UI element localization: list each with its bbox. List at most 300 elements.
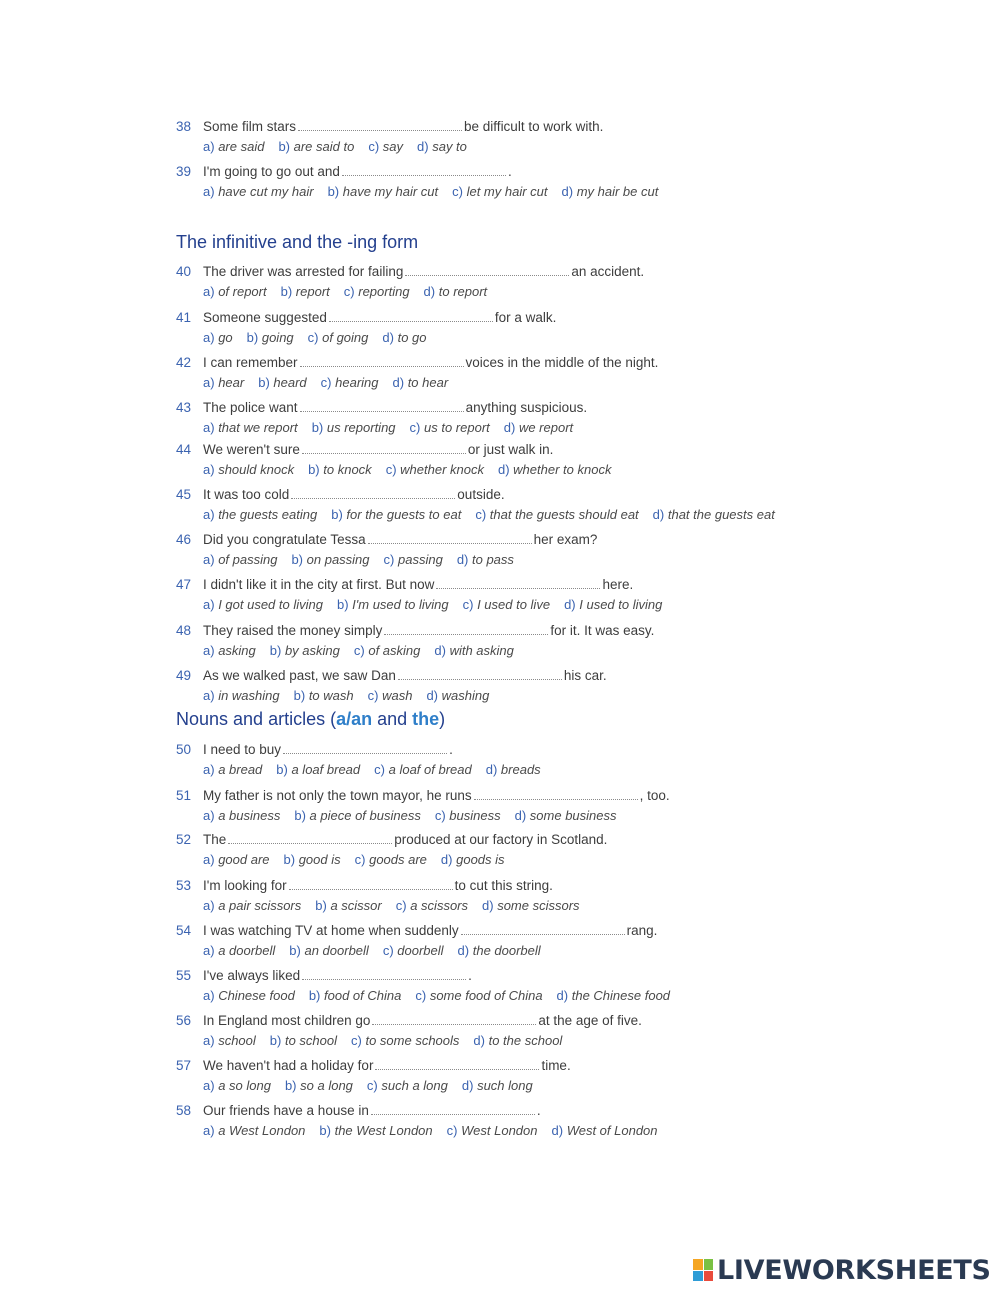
option-text: passing [398,552,443,567]
answer-option[interactable] [355,851,427,869]
option-letter: d) [482,898,494,913]
answer-blank[interactable] [302,967,466,980]
answer-option[interactable] [344,283,410,301]
question-stem [176,1057,816,1075]
option-letter: c) [351,1033,362,1048]
option-letter: a) [203,420,215,435]
answer-option[interactable] [498,461,611,479]
question-text-before: We weren't sure [203,442,300,457]
option-letter: d) [434,643,446,658]
answer-option[interactable] [203,761,262,779]
question-stem [176,1012,816,1030]
option-text: whether to knock [513,462,612,477]
answer-option[interactable] [337,596,449,614]
option-text: the West London [334,1123,433,1138]
question-42 [176,354,816,392]
answer-option[interactable] [321,374,379,392]
question-text-after: , too. [639,788,670,803]
question-stem [176,922,816,940]
answer-blank[interactable] [289,877,453,890]
answer-option[interactable] [482,897,580,915]
option-letter: c) [374,762,385,777]
question-text-before: They raised the money simply [203,623,383,638]
answer-option[interactable] [294,687,354,705]
option-letter: a) [203,943,215,958]
option-text: with asking [449,643,514,658]
question-stem [176,622,816,640]
answer-option[interactable] [457,551,514,569]
answer-option[interactable] [367,1077,448,1095]
answer-option[interactable] [285,1077,353,1095]
question-48 [176,622,816,660]
heading-highlight-the: the [412,709,440,729]
option-text: a scissor [330,898,382,913]
question-text-before: The driver was arrested for failing [203,264,404,279]
answer-blank[interactable] [371,1102,535,1115]
answer-options [176,687,816,705]
question-40 [176,263,816,301]
option-letter: d) [440,852,453,867]
answer-options [176,329,816,347]
option-text: West London [461,1123,538,1138]
answer-option[interactable] [354,642,421,660]
option-text: I used to live [477,597,551,612]
question-57 [176,1057,816,1095]
option-letter: c) [462,597,474,612]
option-text: washing [441,688,490,703]
option-text: of asking [368,643,421,658]
question-52 [176,831,816,869]
option-letter: a) [203,643,215,658]
answer-option[interactable] [434,642,514,660]
answer-blank[interactable] [461,922,625,935]
question-49 [176,667,816,705]
answer-option[interactable] [417,138,467,156]
answer-option[interactable] [383,942,444,960]
option-letter: a) [203,284,215,299]
answer-option[interactable] [203,461,294,479]
option-text: reporting [358,284,410,299]
answer-option[interactable] [203,807,280,825]
answer-option[interactable] [486,761,541,779]
option-letter: b) [291,552,304,567]
option-text: that the guests should eat [489,507,639,522]
question-text-before: I can remember [203,355,298,370]
option-letter: b) [246,330,259,345]
answer-blank[interactable] [436,576,600,589]
option-text: hearing [335,375,379,390]
option-text: goods is [456,852,505,867]
option-text: a business [218,808,281,823]
question-stem [176,441,816,459]
answer-option[interactable] [458,942,541,960]
answer-option[interactable] [653,506,775,524]
answer-blank[interactable] [329,309,493,322]
question-50 [176,741,816,779]
answer-option[interactable] [315,897,381,915]
option-letter: a) [203,762,215,777]
question-stem [176,118,816,136]
option-text: business [449,808,501,823]
answer-option[interactable] [435,807,501,825]
answer-option[interactable] [203,329,233,347]
question-number: 56 [176,1013,192,1028]
answer-blank[interactable] [384,622,548,635]
question-stem [176,354,816,372]
option-letter: d) [514,808,527,823]
option-letter: a) [203,375,215,390]
option-letter: c) [415,988,427,1003]
option-text: food of China [324,988,402,1003]
answer-option[interactable] [203,551,277,569]
answer-option[interactable] [203,942,275,960]
option-text: of passing [218,552,278,567]
liveworksheets-logo [693,1255,991,1285]
option-text: whether knock [400,462,484,477]
answer-option[interactable] [203,374,244,392]
question-text-after: for it. It was easy. [550,623,655,638]
answer-option[interactable] [294,807,420,825]
question-stem [176,263,816,281]
answer-blank[interactable] [300,354,464,367]
answer-option[interactable] [203,687,280,705]
option-text: good is [298,852,341,867]
option-text: of going [322,330,369,345]
question-number: 54 [176,923,192,938]
option-letter: c) [320,375,332,390]
option-text: are said [218,139,265,154]
question-text-after: voices in the middle of the night. [465,355,659,370]
option-letter: a) [203,1078,215,1093]
answer-option[interactable] [291,551,369,569]
answer-blank[interactable] [342,163,506,176]
option-letter: d) [382,330,394,345]
question-text-after: . [507,164,512,179]
answer-option[interactable] [562,183,659,201]
question-stem [176,163,816,181]
answer-blank[interactable] [375,1057,539,1070]
option-text: some food of China [429,988,543,1003]
answer-option[interactable] [424,283,488,301]
answer-blank[interactable] [398,667,562,680]
question-text-before: It was too cold [203,487,290,502]
answer-option[interactable] [308,461,372,479]
option-letter: a) [203,1123,215,1138]
answer-option[interactable] [203,1077,271,1095]
answer-option[interactable] [203,1122,305,1140]
option-letter: c) [452,184,463,199]
option-letter: d) [497,462,510,477]
answer-option[interactable] [447,1122,538,1140]
option-text: a bread [218,762,263,777]
question-text-before: In England most children go [203,1013,371,1028]
option-letter: b) [269,643,282,658]
option-letter: d) [503,420,516,435]
answer-option[interactable] [382,329,426,347]
answer-option[interactable] [426,687,489,705]
option-letter: a) [203,988,215,1003]
option-letter: b) [311,420,324,435]
option-text: us reporting [326,420,396,435]
answer-option[interactable] [396,897,468,915]
option-text: a West London [218,1123,306,1138]
answer-option[interactable] [203,419,298,437]
question-number: 55 [176,968,192,983]
answer-options [176,596,816,614]
option-letter: d) [461,1078,474,1093]
option-text: doorbell [397,943,444,958]
answer-blank[interactable] [228,831,392,844]
answer-option[interactable] [276,761,360,779]
option-letter: d) [485,762,498,777]
question-text-before: I was watching TV at home when suddenly [203,923,459,938]
answer-option[interactable] [312,419,396,437]
answer-blank[interactable] [368,531,532,544]
option-letter: b) [280,284,293,299]
option-letter: b) [293,688,306,703]
option-text: wash [382,688,413,703]
answer-blank[interactable] [283,741,447,754]
question-number: 41 [176,310,192,325]
option-text: are said to [293,139,355,154]
answer-option[interactable] [284,851,341,869]
option-letter: c) [475,507,487,522]
question-44 [176,441,816,479]
option-text: such a long [381,1078,448,1093]
option-letter: b) [319,1123,331,1138]
option-letter: b) [315,898,327,913]
option-letter: d) [652,507,665,522]
answer-option[interactable] [368,687,413,705]
option-text: some scissors [497,898,580,913]
option-text: have cut my hair [218,184,314,199]
option-letter: b) [289,943,301,958]
option-text: I used to living [579,597,663,612]
option-letter: d) [556,988,569,1003]
question-text-after: her exam? [533,532,598,547]
answer-option[interactable] [203,897,301,915]
option-letter: a) [203,330,215,345]
option-text: a loaf of bread [388,762,472,777]
option-letter: a) [203,552,215,567]
answer-blank[interactable] [405,263,569,276]
answer-option[interactable] [203,1032,256,1050]
answer-option[interactable] [203,183,314,201]
answer-blank[interactable] [474,787,638,800]
option-text: should knock [218,462,295,477]
answer-option[interactable] [270,1032,337,1050]
answer-option[interactable] [462,1077,533,1095]
option-text: heard [273,375,307,390]
question-38 [176,118,816,156]
question-text-after: rang. [626,923,658,938]
answer-blank[interactable] [302,441,466,454]
answer-option[interactable] [463,596,550,614]
option-text: a loaf bread [291,762,361,777]
answer-option[interactable] [410,419,490,437]
option-text: a scissors [410,898,469,913]
answer-options [176,1077,816,1095]
option-text: to school [284,1033,337,1048]
question-text-before: My father is not only the town mayor, he runs [203,788,472,803]
question-number: 39 [176,164,192,179]
answer-option[interactable] [308,329,369,347]
option-text: in washing [218,688,280,703]
option-letter: d) [426,688,439,703]
answer-option[interactable] [384,551,443,569]
question-text-after: here. [602,577,634,592]
option-text: to report [438,284,488,299]
option-letter: d) [392,375,405,390]
option-text: going [261,330,294,345]
answer-option[interactable] [289,942,369,960]
answer-options [176,506,816,524]
option-text: my hair be cut [576,184,659,199]
option-text: by asking [284,643,340,658]
option-text: to pass [472,552,514,567]
answer-option[interactable] [504,419,573,437]
answer-option[interactable] [247,329,294,347]
answer-option[interactable] [351,1032,459,1050]
question-text-before: The [203,832,227,847]
option-letter: b) [294,808,306,823]
option-letter: a) [203,852,215,867]
question-text-before: We haven't had a holiday for [203,1058,374,1073]
question-number: 58 [176,1103,192,1118]
answer-option[interactable] [203,851,270,869]
question-text-before: As we walked past, we saw Dan [203,668,396,683]
question-stem [176,831,816,849]
question-number: 40 [176,264,192,279]
question-stem [176,1102,816,1120]
answer-option[interactable] [475,506,638,524]
option-text: that the guests eat [667,507,775,522]
question-number: 42 [176,355,192,370]
question-text-after: or just walk in. [467,442,554,457]
option-text: breads [500,762,541,777]
answer-option[interactable] [564,596,662,614]
question-41 [176,309,816,347]
option-letter: c) [343,284,355,299]
question-stem [176,967,816,985]
question-text-after: . [536,1103,541,1118]
option-letter: b) [308,988,321,1003]
answer-blank[interactable] [298,118,462,131]
answer-option[interactable] [557,987,670,1005]
option-text: to hear [407,375,449,390]
answer-option[interactable] [203,283,267,301]
option-text: for the guests to eat [346,507,462,522]
answer-option[interactable] [270,642,340,660]
answer-option[interactable] [452,183,547,201]
answer-options [176,138,816,156]
option-letter: c) [395,898,407,913]
option-letter: b) [283,852,296,867]
option-letter: a) [203,898,215,913]
answer-option[interactable] [319,1122,432,1140]
question-text-before: I didn't like it in the city at first. But now [203,577,435,592]
option-letter: a) [203,184,215,199]
option-letter: c) [307,330,319,345]
question-46 [176,531,816,569]
answer-option[interactable] [309,987,402,1005]
answer-option[interactable] [441,851,505,869]
answer-options [176,1122,816,1140]
option-letter: c) [446,1123,458,1138]
question-text-before: I need to buy [203,742,282,757]
option-letter: b) [276,762,288,777]
answer-options [176,461,816,479]
question-number: 38 [176,119,192,134]
answer-option[interactable] [386,461,484,479]
question-text-after: an accident. [571,264,645,279]
answer-option[interactable] [203,506,317,524]
question-text-before: Did you congratulate Tessa [203,532,366,547]
option-text: go [218,330,233,345]
option-text: asking [218,643,256,658]
answer-option[interactable] [281,283,330,301]
answer-option[interactable] [552,1122,658,1140]
option-text: I got used to living [218,597,323,612]
answer-options [176,419,816,437]
answer-option[interactable] [393,374,449,392]
answer-option[interactable] [368,138,403,156]
option-letter: b) [269,1033,282,1048]
answer-option[interactable] [203,138,264,156]
answer-blank[interactable] [291,486,455,499]
answer-option[interactable] [473,1032,562,1050]
question-text-after: anything suspicious. [465,400,588,415]
question-text-before: I'm looking for [203,878,287,893]
question-number: 47 [176,577,192,592]
option-letter: b) [327,184,340,199]
option-letter: a) [203,597,215,612]
answer-options [176,942,816,960]
answer-option[interactable] [258,374,306,392]
option-letter: a) [203,688,215,703]
question-text-before: The police want [203,400,298,415]
question-53 [176,877,816,915]
option-letter: c) [366,1078,378,1093]
option-letter: c) [354,852,366,867]
option-letter: c) [409,420,421,435]
answer-option[interactable] [331,506,461,524]
answer-option[interactable] [515,807,617,825]
answer-option[interactable] [278,138,354,156]
answer-options [176,374,816,392]
answer-option[interactable] [203,596,323,614]
answer-option[interactable] [328,183,439,201]
option-text: West of London [566,1123,658,1138]
answer-blank[interactable] [372,1012,536,1025]
answer-options [176,897,816,915]
answer-option[interactable] [203,987,295,1005]
option-text: on passing [306,552,370,567]
option-letter: d) [564,597,576,612]
heading-highlight-a-an: a/an [336,709,373,729]
question-text-after: time. [541,1058,571,1073]
question-47 [176,576,816,614]
answer-blank[interactable] [300,399,464,412]
answer-options [176,1032,816,1050]
answer-options [176,807,816,825]
logo-text: LIVEWORKSHEETS [717,1254,991,1286]
answer-option[interactable] [203,642,256,660]
answer-option[interactable] [415,987,542,1005]
answer-option[interactable] [374,761,472,779]
answer-options [176,642,816,660]
question-text-after: be difficult to work with. [464,119,604,134]
